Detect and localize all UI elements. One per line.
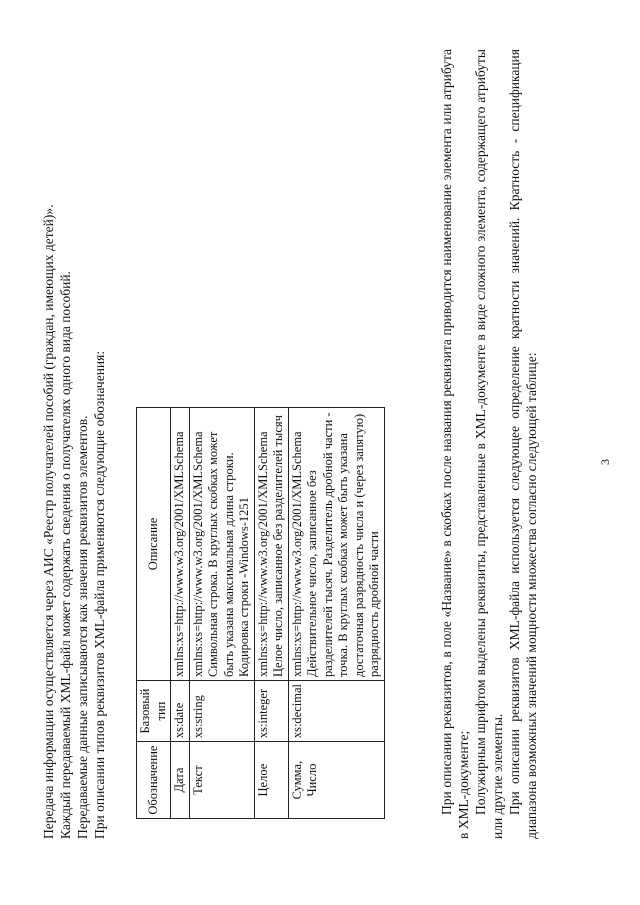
cell-base-type: xs:integer bbox=[254, 681, 288, 742]
header-base-type: Базовый тип bbox=[137, 681, 171, 742]
table-row bbox=[171, 408, 190, 819]
cell-designation: Дата bbox=[171, 742, 190, 819]
paragraph: При описании реквизитов XML-файла используется следующее определение кратности значений. Кратность - спецификация диапазона возможных значений мощности множества согласно следующей таблице: bbox=[507, 49, 539, 839]
cell-description: xmlns:xs=http://www.w3.org/2001/XMLSchema bbox=[171, 408, 190, 681]
paragraph: Полужирным шрифтом выделены реквизиты, представленные в XML-документе в виде сложного элемента, содержащего атрибуты или другие элементы. bbox=[473, 49, 505, 839]
cell-base-type: xs:string bbox=[189, 681, 254, 742]
header-description: Описание bbox=[137, 408, 171, 681]
page-number: 3 bbox=[598, 459, 612, 465]
table-header-row bbox=[137, 408, 171, 819]
table-row bbox=[254, 408, 288, 819]
cell-description: xmlns:xs=http://www.w3.org/2001/XMLSchema Действительное число, записанное без разделителей тысяч. Разделитель дробной части - точка. В круглых скобках может быть указана достаточная разрядность числа и (через запятую) разрядность дробной части bbox=[288, 408, 384, 681]
cell-designation: Целое bbox=[254, 742, 288, 819]
intro-line: Передаваемые данные записываются как значения реквизитов элементов. bbox=[75, 415, 90, 839]
cell-designation: Сумма, Число bbox=[288, 742, 384, 819]
intro-line: При описании типов реквизитов XML-файла применяются следующие обозначения: bbox=[92, 350, 107, 839]
cell-description: xmlns:xs=http://www.w3.org/2001/XMLSchema Целое число, записанное без разделителей тысяч bbox=[254, 408, 288, 681]
cell-base-type: xs:decimal bbox=[288, 681, 384, 742]
paragraph: При описании реквизитов, в поле «Название» в скобках после названия реквизита приводится наименование элемента или атрибута в XML-документе; bbox=[439, 49, 471, 839]
table-row bbox=[189, 408, 254, 819]
types-table bbox=[136, 407, 385, 819]
intro-line: Передача информации осуществляется через АИС «Реестр получателей пособий (граждан, имеющих детей)». bbox=[41, 204, 56, 839]
cell-description: xmlns:xs=http://www.w3.org/2001/XMLSchema Символьная строка. В круглых скобках может быть указана максимальная длина строки. Кодировка строки -Windows-1251 bbox=[189, 408, 254, 681]
header-designation: Обозначение bbox=[137, 742, 171, 819]
bottom-text bbox=[438, 49, 540, 839]
cell-designation: Текст bbox=[189, 742, 254, 819]
cell-base-type: xs:date bbox=[171, 681, 190, 742]
intro-text bbox=[40, 49, 108, 839]
intro-line: Каждый передаваемый XML-файл может содержать сведения о получателях одного вида пособий. bbox=[58, 271, 73, 839]
table-row bbox=[288, 408, 384, 819]
